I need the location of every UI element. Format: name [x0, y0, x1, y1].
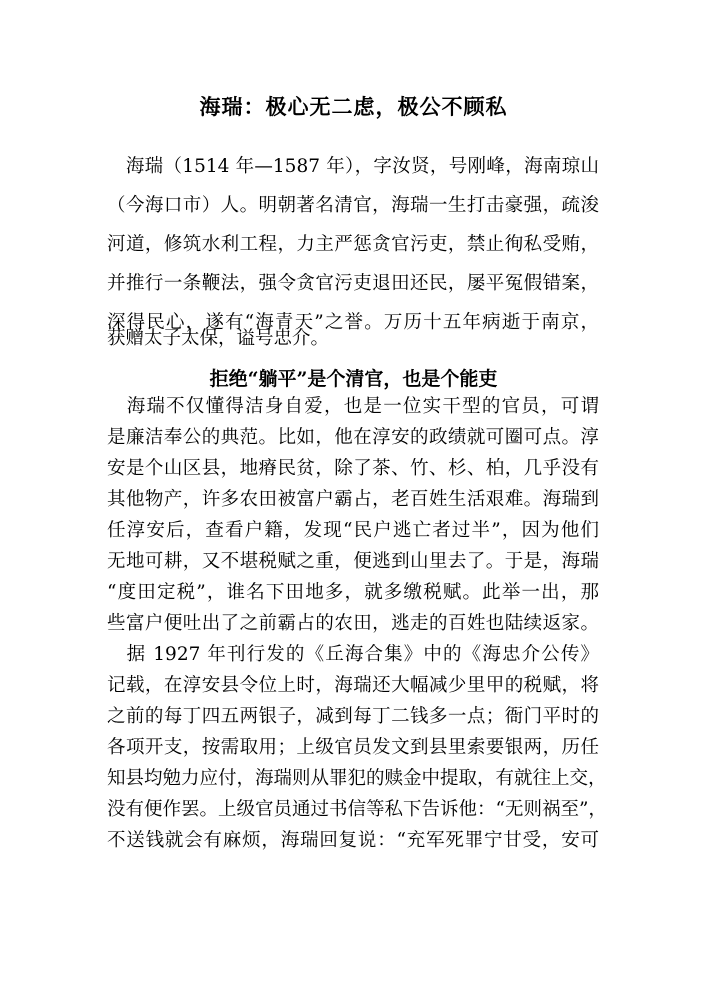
text-line: 些富户便吐出了之前霸占的农田，逃走的百姓也陆续返家。 — [107, 613, 599, 634]
text-line: 之前的每丁四五两银子，减到每丁二钱多一点；衙门平时的 — [107, 706, 599, 727]
text-line: 河道，修筑水利工程，力主严惩贪官污吏，禁止徇私受贿， — [107, 234, 599, 255]
text-line: 深得民心，遂有“海青天”之誉。万历十五年病逝于南京， — [107, 312, 599, 333]
section-heading: 拒绝“躺平”是个清官，也是个能吏 — [209, 368, 498, 390]
text-line: “度田定税”，谁名下田地多，就多缴税赋。此举一出，那 — [107, 582, 599, 603]
text-line: 据 1927 年刊行发的《丘海合集》中的《海忠介公传》 — [107, 644, 599, 665]
text-line: 无地可耕，又不堪税赋之重，便逃到山里去了。于是，海瑞 — [107, 551, 599, 572]
text-line: （今海口市）人。明朝著名清官，海瑞一生打击豪强，疏浚 — [107, 195, 599, 216]
text-line: 海瑞不仅懂得洁身自爱，也是一位实干型的官员，可谓 — [107, 396, 599, 417]
page-title: 海瑞：极心无二虑，极公不顾私 — [199, 94, 508, 119]
text-line: 海瑞（1514 年—1587 年），字汝贤，号刚峰，海南琼山 — [107, 156, 599, 177]
text-line: 获赠太子太保，谥号忠介。 — [107, 328, 330, 349]
text-line: 没有便作罢。上级官员通过书信等私下告诉他：“无则祸至”， — [107, 799, 607, 820]
text-line: 各项开支，按需取用；上级官员发文到县里索要银两，历任 — [107, 737, 599, 758]
text-line: 不送钱就会有麻烦，海瑞回复说：“充军死罪宁甘受，安可 — [107, 830, 599, 851]
text-line: 任淳安后，查看户籍，发现“民户逃亡者过半”，因为他们 — [107, 520, 599, 541]
text-line: 并推行一条鞭法，强令贪官污吏退田还民，屡平冤假错案， — [107, 273, 599, 294]
text-line: 是廉洁奉公的典范。比如，他在淳安的政绩就可圈可点。淳 — [107, 427, 599, 448]
text-line: 安是个山区县，地瘠民贫，除了茶、竹、杉、柏，几乎没有 — [107, 458, 599, 479]
text-line: 记载，在淳安县令位上时，海瑞还大幅减少里甲的税赋，将 — [107, 675, 599, 696]
text-line: 其他物产，许多农田被富户霸占，老百姓生活艰难。海瑞到 — [107, 489, 599, 510]
text-line: 知县均勉力应付，海瑞则从罪犯的赎金中提取，有就往上交， — [107, 768, 607, 789]
